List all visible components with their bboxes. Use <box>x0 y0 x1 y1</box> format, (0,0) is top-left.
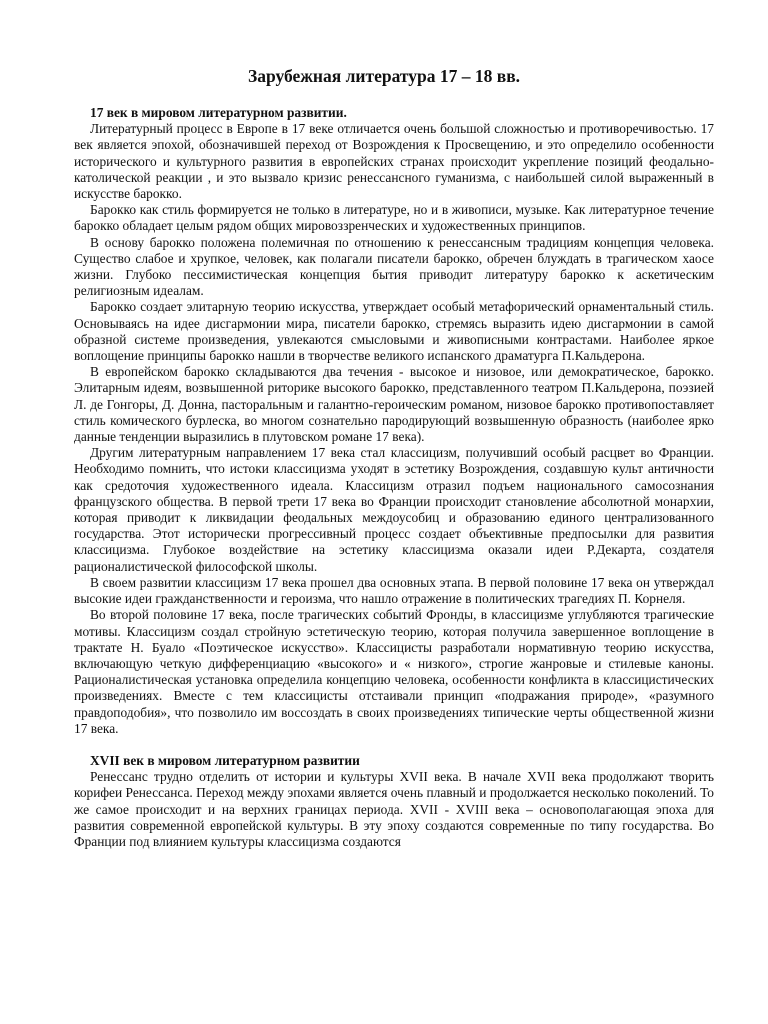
paragraph: Другим литературным направлением 17 века стал классицизм, получивший особый расцвет во Франции. Необходимо помнить, что истоки классицизма уходят в эстетику Возрождения, создавшую культ античности как средоточия художественного идеала. Классицизм отразил подъем национального самосознания французского общества. В первой трети 17 века во Франции происходит становление абсолютной монархии, которая приводит к ликвидации феодальных междоусобиц и образованию единого централизованного государства. Этот исторически прогрессивный процесс создает объективные предпосылки для развития классицизма. Глубокое воздействие на эстетику классицизма оказали идеи Р.Декарта, создателя рационалистической философской школы. <box>74 445 714 574</box>
paragraph: В европейском барокко складываются два течения - высокое и низовое, или демократическое, барокко. Элитарным идеям, возвышенной риторике высокого барокко, представленного театром П.Кальдерона, поэзией Л. де Гонгоры, Д. Донна, пасторальным и галантно-героическим романом, низовое барокко противопоставляет стиль комического бурлеска, во многом сознательно пародирующий возвышенную образность (наиболее ярко данные тенденции выразились в плутовском романе 17 века). <box>74 364 714 445</box>
paragraph: Барокко как стиль формируется не только в литературе, но и в живописи, музыке. Как литературное течение барокко обладает целым рядом общих мировоззренческих и художественных принципов. <box>74 202 714 234</box>
section-heading: XVII век в мировом литературном развитии <box>90 752 360 768</box>
document-body <box>74 105 714 850</box>
paragraph: В основу барокко положена полемичная по отношению к ренессансным традициям концепция человека. Существо слабое и хрупкое, человек, как полагали писатели барокко, обречен блуждать в трагическом хаосе жизни. Глубоко пессимистическая концепция бытия приводит литературу барокко к аскетическим религиозным идеалам. <box>74 234 714 299</box>
paragraph: Литературный процесс в Европе в 17 веке отличается очень большой сложностью и противоречивостью. 17 век является эпохой, обозначившей переход от Возрождения к Просвещению, и это определило особенности исторического и культурного развития в европейских странах происходит укрепление позиций феодально-католической реакции , и это вызвало кризис ренессансного гуманизма, с наибольшей силой выраженный в искусстве барокко. <box>74 121 714 202</box>
paragraph: Во второй половине 17 века, после трагических событий Фронды, в классицизме углубляются трагические мотивы. Классицизм создал стройную эстетическую теорию, которая получила завершенное воплощение в трактате Н. Буало «Поэтическое искусство». Классицисты разработали нормативную теорию искусства, включающую четкую дифференциацию «высокого» и « низкого», строгие жанровые и стилевые каноны. Рационалистическая установка определила концепцию человека, особенности конфликта в классицистических произведениях. Вместе с тем классицисты отстаивали принцип «подражания природе», «разумного правдоподобия», что позволило им воссоздать в своих произведениях типические черты общественной жизни 17 века. <box>74 607 714 736</box>
paragraph: В своем развитии классицизм 17 века прошел два основных этапа. В первой половине 17 века он утверждал высокие идеи гражданственности и героизма, что нашло отражение в политических трагедиях П. Корнеля. <box>74 574 714 607</box>
paragraph: Ренессанс трудно отделить от истории и культуры XVII века. В начале XVII века продолжают творить корифеи Ренессанса. Переход между эпохами является очень плавный и продолжается несколько поколений. То же самое происходит и на верхних границах периода. XVII - XVIII века – основополагающая эпоха для развития современной европейской культуры. В эту эпоху создаются современные по типу государства. Во Франции под влиянием культуры классицизма создаются <box>74 769 714 849</box>
section-heading: 17 век в мировом литературном развитии. <box>90 105 347 120</box>
paragraph: Барокко создает элитарную теорию искусства, утверждает особый метафорический орнаментальный стиль. Основываясь на идее дисгармонии мира, писатели барокко, стремясь выразить идею дисгармонии в самой образной системе произведения, увлекаются смысловыми и живописными контрастами. Наиболее яркое воплощение принципы барокко нашли в творчестве великого испанского драматурга П.Кальдерона. <box>74 299 714 364</box>
section-spacer <box>74 737 714 753</box>
page-title: Зарубежная литература 17 – 18 вв. <box>247 66 521 86</box>
